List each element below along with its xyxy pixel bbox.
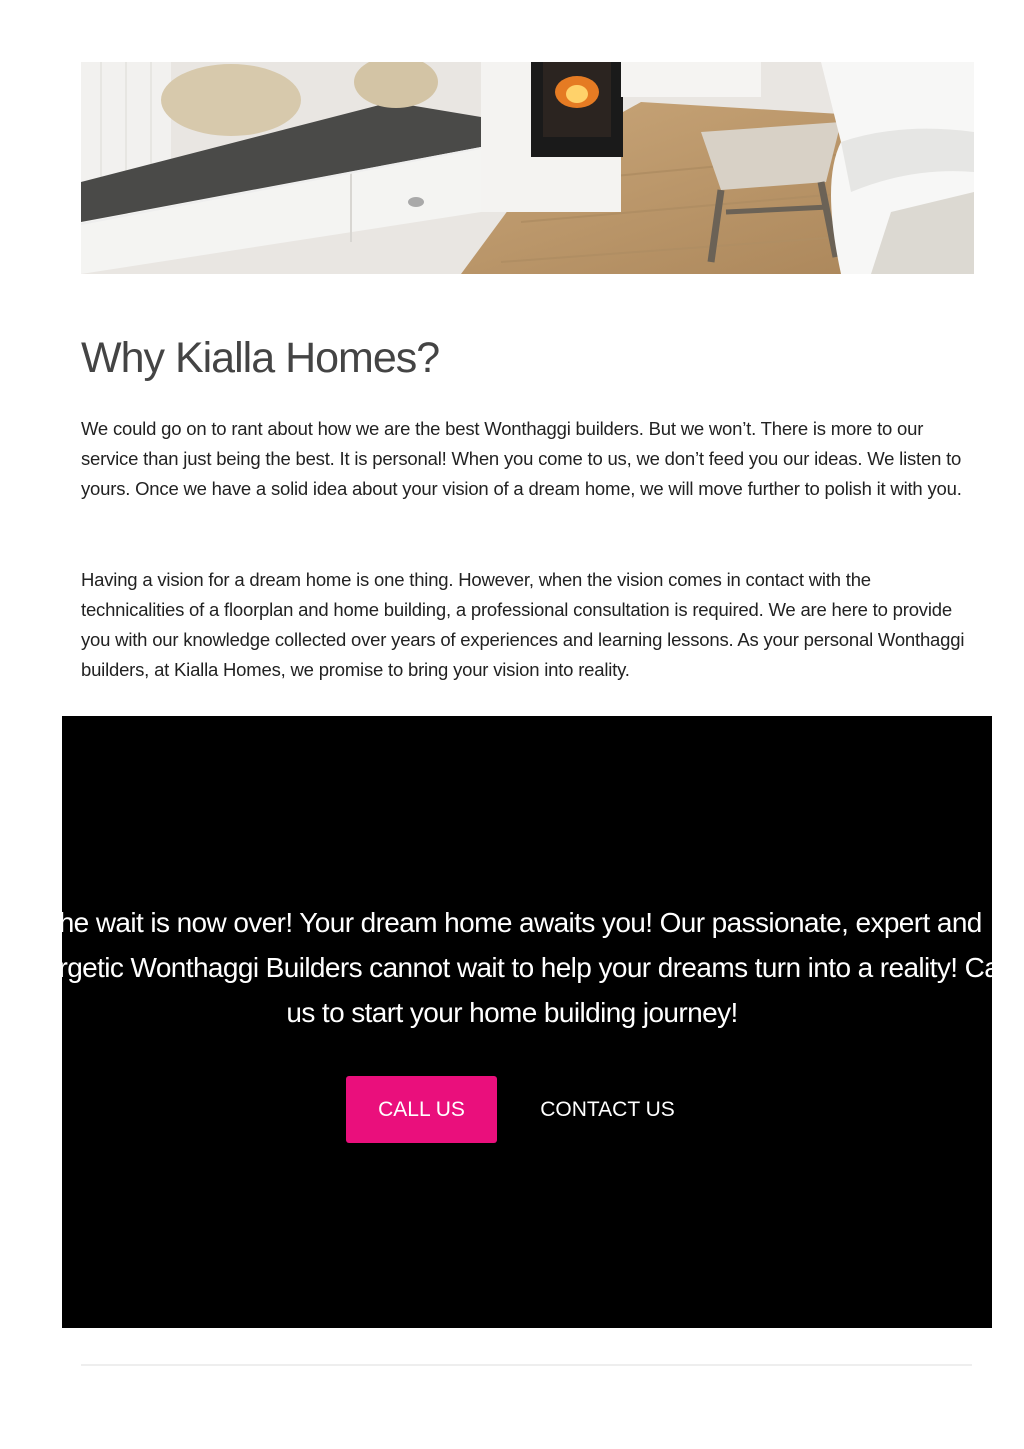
hero-illustration <box>81 62 974 274</box>
footer-divider <box>81 1364 972 1366</box>
intro-paragraph: We could go on to rant about how we are the best Wonthaggi builders. But we won’t. There is more to our service than just being the best. It is personal! When you come to us, we don’t feed you our ideas. We listen to yours. Once we have a solid idea about your vision of a dream home, we will move further to polish it with you. <box>81 418 962 499</box>
contact-us-button[interactable]: CONTACT US <box>520 1076 695 1143</box>
call-us-button[interactable]: CALL US <box>346 1076 497 1143</box>
hero-image <box>81 62 974 274</box>
consultation-paragraph: Having a vision for a dream home is one thing. However, when the vision comes in contact with the technicalities of a floorplan and home building, a professional consultation is required. We are here to provide you with our knowledge collected over years of experiences and learning lessons. As your personal Wonthaggi builders, at Kialla Homes, we promise to bring your vision into reality. <box>81 569 965 680</box>
cta-message: The wait is now over! Your dream home awaits you! Our passionate, expert and energetic Wonthaggi Builders cannot wait to help your dreams turn into a reality! Call us to start your home building journey! <box>13 907 1011 1028</box>
page-title: Why Kialla Homes? <box>81 334 440 382</box>
